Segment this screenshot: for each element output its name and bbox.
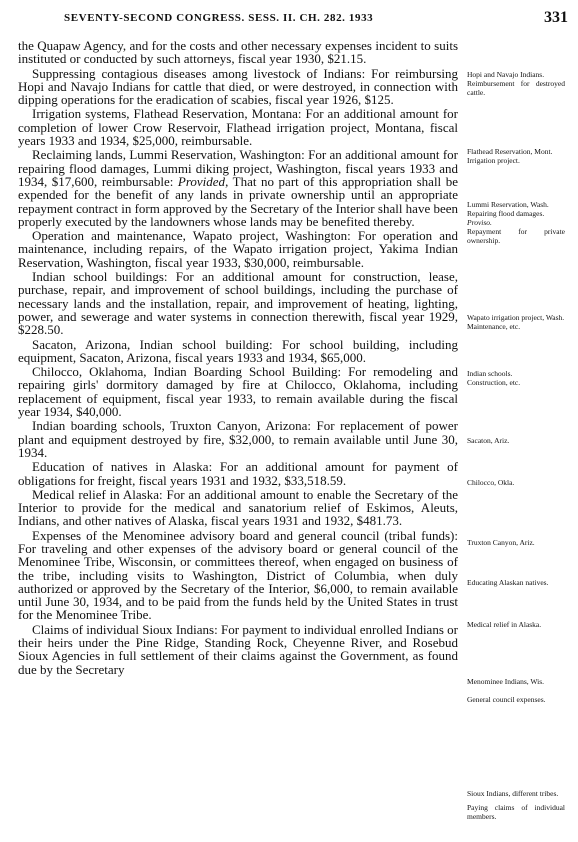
paragraph-chilocco-school: Chilocco, Oklahoma, Indian Boarding School Building: For remodeling and repairing girls' dormitory damaged by fire at Chilocco, Oklahoma, including replacement of equipment, fiscal year 1933, to remain available during the fiscal year 1934, $40,000. [18,364,458,420]
body-text [18,39,458,677]
margin-note-head: Flathead Reservation, Mont. [467,147,553,156]
margin-note-indian-schools [463,369,565,387]
margin-note-head: Indian schools. [467,369,513,378]
margin-note-sacaton [463,436,565,445]
paragraph-lummi-reclaiming [18,148,458,228]
margin-note-alaska-education [463,578,565,587]
margin-note-sub: Construction, etc. [467,378,521,387]
margin-note-sub: Repairing flood damages. [467,209,545,218]
page-header [0,9,578,29]
margin-note-head: Medical relief in Alaska. [467,620,542,629]
paragraph-livestock-diseases: Suppressing contagious diseases among livestock of Indians: For reimbursing Hopi and Navajo Indians for cattle that died, or were destroyed, in connection with dipping operations for the eradication of scabies, fiscal year 1926, $125. [18,65,458,108]
margin-note-head: Hopi and Navajo Indians. [467,70,545,79]
margin-note-head: Menominee Indians, Wis. [467,677,545,686]
margin-note-sub: Repayment for private ownership. [467,227,565,245]
margin-note-head: Chilocco, Okla. [467,478,515,487]
paragraph-menominee-council: Expenses of the Menominee advisory board and general council (tribal funds): For traveling and other expenses of the advisory board or general council of the Menominee Tribe, Wisconsin, or committees thereof, when engaged on business of the tribe, including visits to Washington, District of Columbia, when duly authorized or approved by the Secretary of the Interior, $6,000, to remain available until June 30, 1934, and to be paid from the funds held by the United States in trust for the Menominee Tribe. [18,527,458,623]
margin-note-sub-proviso: Proviso. [467,218,492,227]
margin-note-flathead [463,147,565,165]
page-number: 331 [544,9,568,26]
margin-note-alaska-medical [463,620,565,629]
paragraph-quapaw-agency: the Quapaw Agency, and for the costs and other necessary expenses incident to suits instituted or conducted by such attorneys, fiscal year 1930, $21.15. [18,38,458,67]
margin-note-sub: General council expenses. [467,695,546,704]
margin-note-head: Sioux Indians, different tribes. [467,789,559,798]
margin-note-truxton [463,538,565,547]
margin-note-chilocco [463,478,565,487]
margin-note-sub: Irrigation project. [467,156,520,165]
proviso-word: Provided [177,173,226,189]
paragraph-flathead-irrigation: Irrigation systems, Flathead Reservation, Montana: For an additional amount for completion of lower Crow Reservoir, Flathead irrigation project, Montana, fiscal years 1933 and 1934, $25,000, reimbursable. [18,106,458,149]
margin-note-sub: Maintenance, etc. [467,322,521,331]
margin-note-head: Sacaton, Ariz. [467,436,510,445]
margin-note-menominee [463,677,565,704]
margin-note-sioux [463,789,565,821]
paragraph-sioux-claims: Claims of individual Sioux Indians: For payment to individual enrolled Indians or their heirs under the Pine Ridge, Standing Rock, Cheyenne River, and Rosebud Sioux Agencies in full settlement of their claims against the Government, as found due by the Secretary [18,621,458,677]
margin-note-hopi-navajo [463,70,565,97]
paragraph-alaska-medical: Medical relief in Alaska: For an additional amount to enable the Secretary of the Interior to provide for the medical and sanatorium relief of Eskimos, Aleuts, Indians, and other natives of Alaska, fiscal years 1931 and 1932, $481.73. [18,486,458,529]
margin-note-head: Educating Alaskan natives. [467,578,549,587]
paragraph-lummi-text-2: , That no part of this appropriation shall be expended for the benefit of any lands in private ownership until an appropriate repayment contract in form approved by the Secretary of the Interior shall have been properly executed by the landowners whose lands may be benefited thereby. [18,173,459,229]
paragraph-lummi-text-1: Reclaiming lands, Lummi Reservation, Washington: For an additional amount for repairing flood damages, Lummi diking project, Washington, fiscal years 1933 and 1934, $17,600, reimbursable: [18,147,458,189]
paragraph-indian-school-buildings: Indian school buildings: For an additional amount for construction, lease, purchase, repair, and improvement of school buildings, including the purchase of necessary lands and the installation, repair, and improvement of heating, lighting, power, and sewerage and water systems in connection therewith, fiscal year 1929, $228.50. [18,269,458,338]
margin-note-wapato [463,313,565,331]
margin-note-lummi [463,200,565,245]
margin-note-head: Lummi Reservation, Wash. [467,200,549,209]
margin-note-head: Truxton Canyon, Ariz. [467,538,535,547]
margin-note-sub: Paying claims of individual members. [467,803,565,821]
margin-note-head: Wapato irrigation project, Wash. [467,313,565,322]
running-head: SEVENTY-SECOND CONGRESS. SESS. II. CH. 282. 1933 [64,12,374,24]
paragraph-sacaton-school: Sacaton, Arizona, Indian school building: For school building, including equipment, Sacaton, Arizona, fiscal years 1933 and 1934, $65,000. [18,336,458,365]
paragraph-wapato-project: Operation and maintenance, Wapato project, Washington: For operation and maintenance, including repairs, of the Wapato irrigation project, Yakima Indian Reservation, Washington, fiscal year 1933, $30,000, reimbursable. [18,228,458,270]
margin-note-sub: Reimbursement for destroyed cattle. [467,79,565,97]
paragraph-alaska-education: Education of natives in Alaska: For an additional amount for payment of obligations for freight, fiscal years 1931 and 1932, $33,518.59. [18,459,458,488]
paragraph-truxton-canyon: Indian boarding schools, Truxton Canyon, Arizona: For replacement of power plant and equipment destroyed by fire, $32,000, to remain available until June 30, 1934. [18,418,458,460]
